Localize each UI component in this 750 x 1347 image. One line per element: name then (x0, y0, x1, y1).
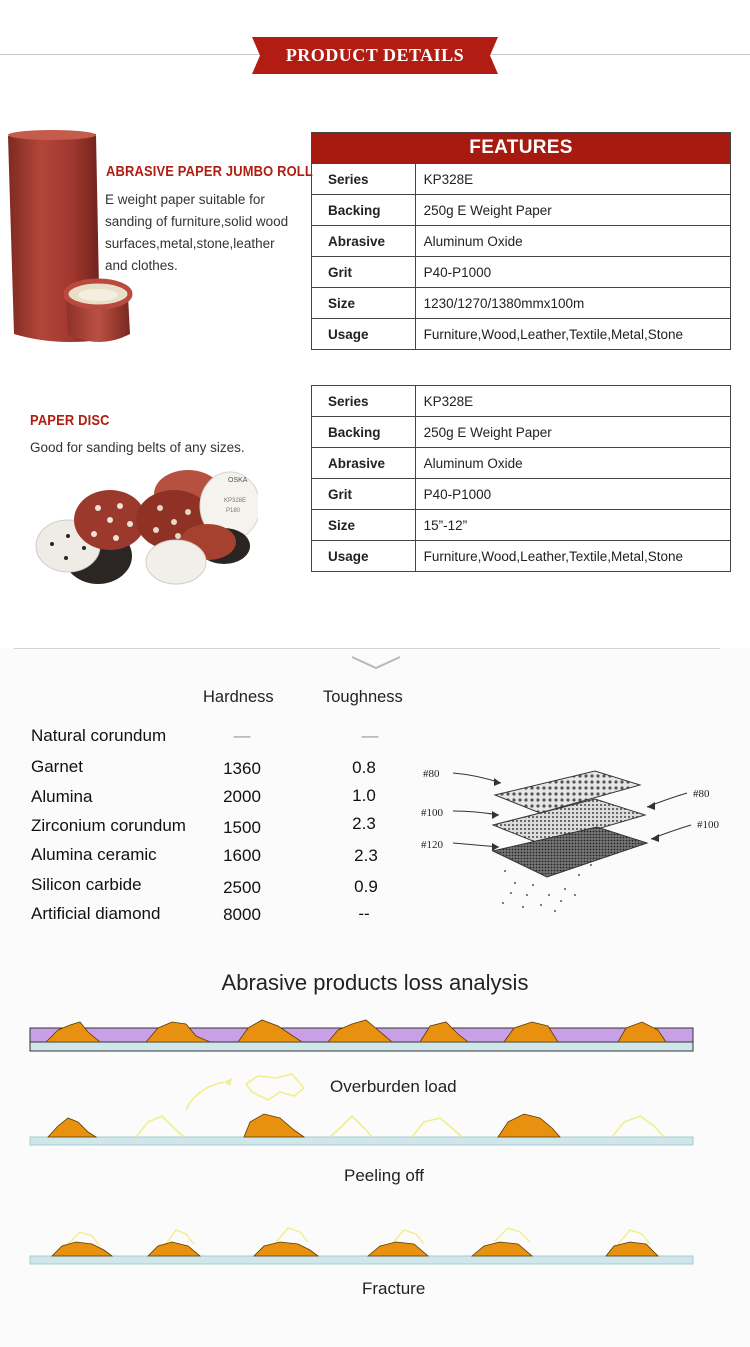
paper-disc-description: Good for sanding belts of any sizes. (30, 440, 245, 455)
table-row (312, 164, 731, 195)
jumbo-roll-title: ABRASIVE PAPER JUMBO ROLL (106, 163, 313, 180)
paper-disc-specs-table (311, 385, 731, 572)
table-row (312, 226, 731, 257)
material-name: Artificial diamond (31, 904, 161, 923)
header-rule-left (0, 54, 262, 55)
chevron-down-icon (350, 655, 402, 671)
grit-layers-diagram (415, 755, 735, 920)
spec-key: Grit (312, 479, 416, 510)
material-hardness: — (233, 726, 251, 745)
spec-key: Usage (312, 319, 416, 350)
spec-value: Furniture,Wood,Leather,Textile,Metal,Stone (415, 541, 730, 572)
table-row (312, 288, 731, 319)
spec-key: Abrasive (312, 226, 416, 257)
material-toughness: 0.8 (352, 758, 376, 777)
table-row (312, 541, 731, 572)
spec-value: Aluminum Oxide (415, 448, 730, 479)
table-row (312, 448, 731, 479)
spec-key: Grit (312, 257, 416, 288)
material-name: Garnet (31, 757, 83, 776)
material-toughness: -- (358, 904, 370, 923)
table-row (312, 257, 731, 288)
header-rule-right (488, 54, 750, 55)
material-hardness: 1360 (223, 759, 261, 778)
grit-label-right: #100 (697, 819, 719, 831)
material-name: Zirconium corundum (31, 816, 186, 835)
disc-label-brand: OSKA (228, 477, 248, 484)
spec-key: Size (312, 288, 416, 319)
paper-disc-title: PAPER DISC (30, 412, 110, 429)
jumbo-roll-desc-line: surfaces,metal,stone,leather (105, 236, 275, 251)
page-title: PRODUCT DETAILS (285, 45, 465, 65)
material-toughness: 0.9 (354, 877, 378, 896)
jumbo-roll-desc-line: sanding of furniture,solid wood (105, 214, 289, 229)
material-hardness: 2000 (223, 787, 261, 806)
spec-value: Aluminum Oxide (415, 226, 730, 257)
header-banner (252, 37, 498, 74)
loss-analysis-title: Abrasive products loss analysis (221, 970, 529, 995)
spec-value: 250g E Weight Paper (415, 195, 730, 226)
material-hardness: 1500 (223, 818, 261, 837)
material-name: Alumina ceramic (31, 845, 157, 864)
fracture-diagram (0, 1222, 750, 1272)
spec-value: KP328E (415, 386, 730, 417)
grit-label-left: #100 (421, 807, 443, 819)
material-name: Natural corundum (31, 726, 167, 745)
spec-key: Series (312, 164, 416, 195)
table-row (312, 386, 731, 417)
spec-value: 15”-12” (415, 510, 730, 541)
overburden-label: Overburden load (330, 1077, 457, 1096)
grit-label-left: #120 (421, 839, 443, 851)
spec-key: Size (312, 510, 416, 541)
bond-layer-diagram (0, 1010, 750, 1060)
spec-value: 250g E Weight Paper (415, 417, 730, 448)
table-row (312, 417, 731, 448)
spec-key: Backing (312, 417, 416, 448)
spec-value: P40-P1000 (415, 479, 730, 510)
jumbo-roll-description (105, 189, 305, 277)
hardness-column-header: Hardness (203, 688, 274, 706)
spec-key: Backing (312, 195, 416, 226)
fracture-label: Fracture (362, 1279, 426, 1298)
material-toughness: 2.3 (352, 814, 376, 833)
spec-value: P40-P1000 (415, 257, 730, 288)
material-name: Silicon carbide (31, 875, 142, 894)
grit-label-left: #80 (423, 768, 440, 780)
disc-label-grit: P180 (226, 508, 241, 514)
table-row (312, 479, 731, 510)
material-toughness: — (361, 726, 379, 745)
material-hardness: 2500 (223, 878, 261, 897)
table-row (312, 195, 731, 226)
table-row (312, 510, 731, 541)
toughness-column-header: Toughness (323, 688, 403, 706)
spec-key: Usage (312, 541, 416, 572)
spec-value: 1230/1270/1380mmx100m (415, 288, 730, 319)
spec-key: Series (312, 386, 416, 417)
disc-label-code: KP328E (224, 498, 247, 504)
table-row (312, 319, 731, 350)
material-hardness: 8000 (223, 905, 261, 924)
material-toughness: 2.3 (354, 846, 378, 865)
section-separator (14, 648, 720, 649)
features-header: FEATURES (312, 133, 731, 164)
spec-key: Abrasive (312, 448, 416, 479)
spec-value: KP328E (415, 164, 730, 195)
material-name: Alumina (31, 787, 93, 806)
jumbo-roll-desc-line: E weight paper suitable for (105, 192, 265, 207)
jumbo-roll-features-table (311, 132, 731, 350)
material-toughness: 1.0 (352, 786, 376, 805)
spec-value: Furniture,Wood,Leather,Textile,Metal,Stone (415, 319, 730, 350)
paper-disc-image (28, 468, 258, 588)
material-hardness: 1600 (223, 846, 261, 865)
jumbo-roll-desc-line: and clothes. (105, 258, 178, 273)
peeling-label: Peeling off (344, 1166, 425, 1185)
grit-label-right: #80 (693, 788, 710, 800)
